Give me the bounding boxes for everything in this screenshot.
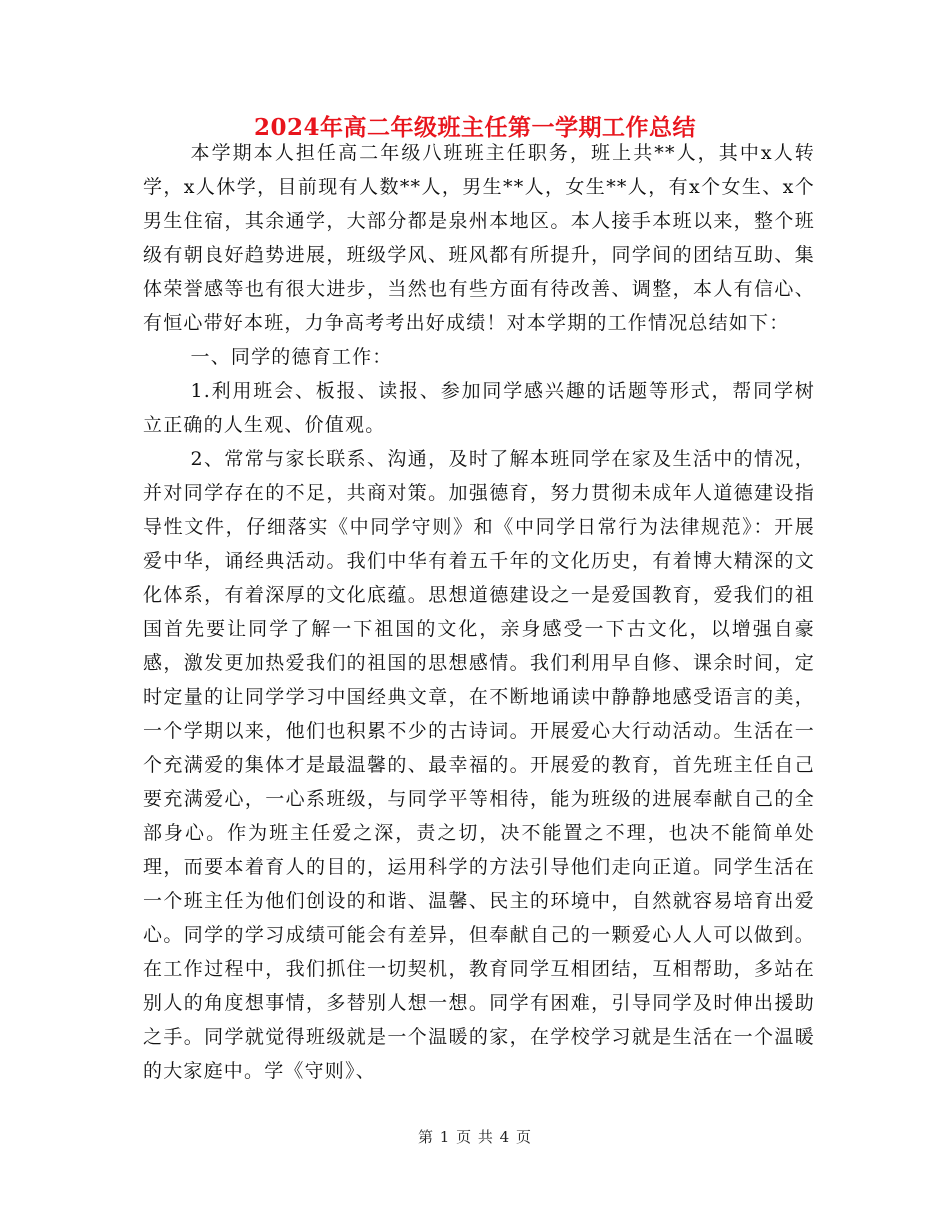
paragraph-section-heading: 一、同学的德育工作： xyxy=(190,346,393,368)
page-number-footer: 第 1 页 共 4 页 xyxy=(418,1128,532,1146)
paragraph-item-1: 1.利用班会、板报、读报、参加同学感兴趣的话题等形式，帮同学树立正确的人生观、价值观。 xyxy=(143,380,815,436)
paragraph-intro: 本学期本人担任高二年级八班班主任职务，班上共**人，其中x人转学，x人休学，目前现有人数**人，男生**人，女生**人，有x个女生、x个男生住宿，其余通学，大部分都是泉州本地区。本人接手本班以来，整个班级有朝良好趋势进展，班级学风、班风都有所提升，同学间的团结互助、集体荣誉感等也有很大进步，当然也有些方面有待改善、调整，本人有信心、有恒心带好本班，力争高考考出好成绩！对本学期的工作情况总结如下： xyxy=(143,142,815,334)
document-title: 2024年高二年级班主任第一学期工作总结 xyxy=(253,114,696,141)
document-body xyxy=(143,136,815,1088)
paragraph-item-2: 2、常常与家长联系、沟通，及时了解本班同学在家及生活中的情况，并对同学存在的不足，共商对策。加强德育，努力贯彻未成年人道德建设指导性文件，仔细落实《中同学守则》和《中同学日常行为法律规范》：开展爱中华，诵经典活动。我们中华有着五千年的文化历史，有着博大精深的文化体系，有着深厚的文化底蕴。思想道德建设之一是爱国教育，爱我们的祖国首先要让同学了解一下祖国的文化，亲身感受一下古文化，以增强自豪感，激发更加热爱我们的祖国的思想感情。我们利用早自修、课余时间，定时定量的让同学学习中国经典文章，在不断地诵读中静静地感受语言的美，一个学期以来，他们也积累不少的古诗词。开展爱心大行动活动。生活在一个充满爱的集体才是最温馨的、最幸福的。开展爱的教育，首先班主任自己要充满爱心，一心系班级，与同学平等相待，能为班级的进展奉献自己的全部身心。作为班主任爱之深，责之切，决不能置之不理，也决不能简单处理，而要本着育人的目的，运用科学的方法引导他们走向正道。同学生活在一个班主任为他们创设的和谐、温馨、民主的环境中，自然就容易培育出爱心。同学的学习成绩可能会有差异，但奉献自己的一颗爱心人人可以做到。在工作过程中，我们抓住一切契机，教育同学互相团结，互相帮助，多站在别人的角度想事情，多替别人想一想。同学有困难，引导同学及时伸出援助之手。同学就觉得班级就是一个温暖的家，在学校学习就是生活在一个温暖的大家庭中。学《守则》、 xyxy=(143,448,815,1082)
